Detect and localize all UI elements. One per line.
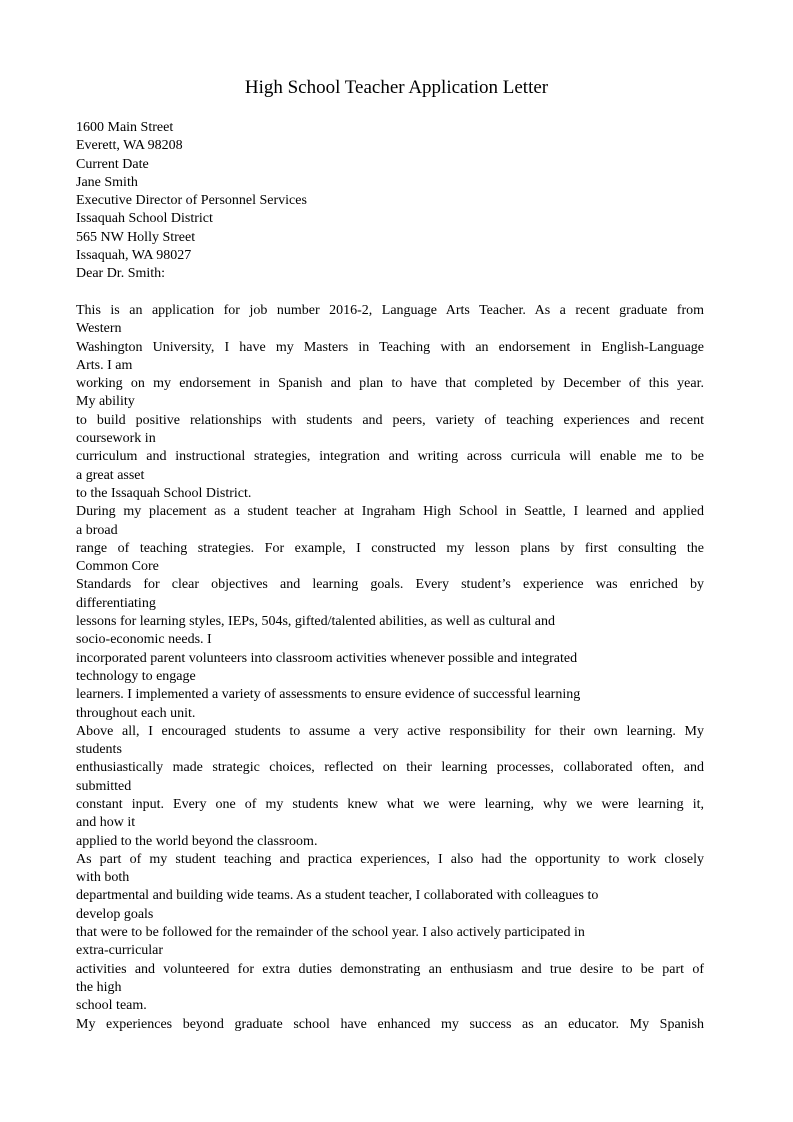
body-line: that were to be followed for the remainder of the school year. I also actively participated in (76, 925, 585, 941)
body-line: My experiences beyond graduate school have enhanced my success as an educator. My Spanish (76, 1016, 704, 1032)
salutation: Dear Dr. Smith: (76, 266, 166, 282)
body-line: submitted (76, 778, 132, 794)
body-line: enthusiastically made strategic choices, reflected on their learning processes, collaborated often, and (76, 760, 704, 776)
body-line: Arts. I am (76, 357, 133, 373)
body-line: differentiating (76, 595, 156, 611)
body-line: activities and volunteered for extra duties demonstrating an enthusiasm and true desire to be part of (76, 961, 704, 977)
body-line: develop goals (76, 906, 154, 922)
body-line: throughout each unit. (76, 705, 196, 721)
recipient-city: Issaquah, WA 98027 (76, 248, 192, 264)
body-line: As part of my student teaching and practica experiences, I also had the opportunity to work closely (76, 851, 704, 867)
body-line: school team. (76, 998, 147, 1014)
body-line: socio-economic needs. I (76, 632, 212, 648)
body-line: Western (76, 321, 122, 337)
body-line: students (76, 742, 122, 758)
sender-street: 1600 Main Street (76, 120, 174, 135)
recipient-title: Executive Director of Personnel Services (76, 193, 307, 209)
letter-date: Current Date (76, 156, 149, 172)
body-line: with both (76, 870, 130, 886)
body-line: range of teaching strategies. For example, I constructed my lesson plans by first consulting the (76, 540, 704, 556)
body-line: and how it (76, 815, 136, 831)
body-line: learners. I implemented a variety of assessments to ensure evidence of successful learning (76, 687, 581, 703)
letter-header (76, 119, 704, 284)
body-line: constant input. Every one of my students knew what we were learning, why we were learning it, (76, 796, 704, 812)
body-line: Common Core (76, 559, 159, 575)
body-line: to the Issaquah School District. (76, 485, 252, 501)
body-line: a great asset (76, 467, 145, 483)
body-line: Washington University, I have my Masters in Teaching with an endorsement in English-Language (76, 339, 704, 355)
body-line: departmental and building wide teams. As a student teacher, I collaborated with colleagues to (76, 888, 599, 904)
sender-city: Everett, WA 98208 (76, 138, 183, 154)
body-line: applied to the world beyond the classroom. (76, 833, 318, 849)
document-title: High School Teacher Application Letter (244, 77, 549, 98)
recipient-street: 565 NW Holly Street (76, 229, 196, 245)
body-line: During my placement as a student teacher at Ingraham High School in Seattle, I learned and applied (76, 504, 704, 520)
body-line: This is an application for job number 2016-2, Language Arts Teacher. As a recent graduate from (76, 302, 704, 318)
body-line: Standards for clear objectives and learning goals. Every student’s experience was enriched by (76, 577, 704, 593)
body-line: to build positive relationships with students and peers, variety of teaching experiences and recent (76, 412, 704, 428)
paragraph-gap (76, 284, 704, 302)
body-line: Above all, I encouraged students to assume a very active responsibility for their own learning. My (76, 723, 704, 739)
body-line: lessons for learning styles, IEPs, 504s, gifted/talented abilities, as well as cultural and (76, 614, 556, 630)
body-line: a broad (76, 522, 118, 538)
body-line: curriculum and instructional strategies, integration and writing across curricula will enable me to be (76, 449, 704, 465)
body-line: coursework in (76, 431, 156, 447)
body-line: extra-curricular (76, 943, 164, 959)
body-line: My ability (76, 394, 135, 410)
body-line: the high (76, 979, 122, 995)
recipient-organization: Issaquah School District (76, 211, 213, 227)
letter-body (76, 302, 704, 1034)
letter-content (76, 119, 704, 1034)
recipient-name: Jane Smith (76, 174, 138, 190)
body-line: incorporated parent volunteers into classroom activities whenever possible and integrated (76, 650, 578, 666)
body-line: working on my endorsement in Spanish and plan to have that completed by December of this year. (76, 376, 704, 392)
body-line: technology to engage (76, 668, 196, 684)
